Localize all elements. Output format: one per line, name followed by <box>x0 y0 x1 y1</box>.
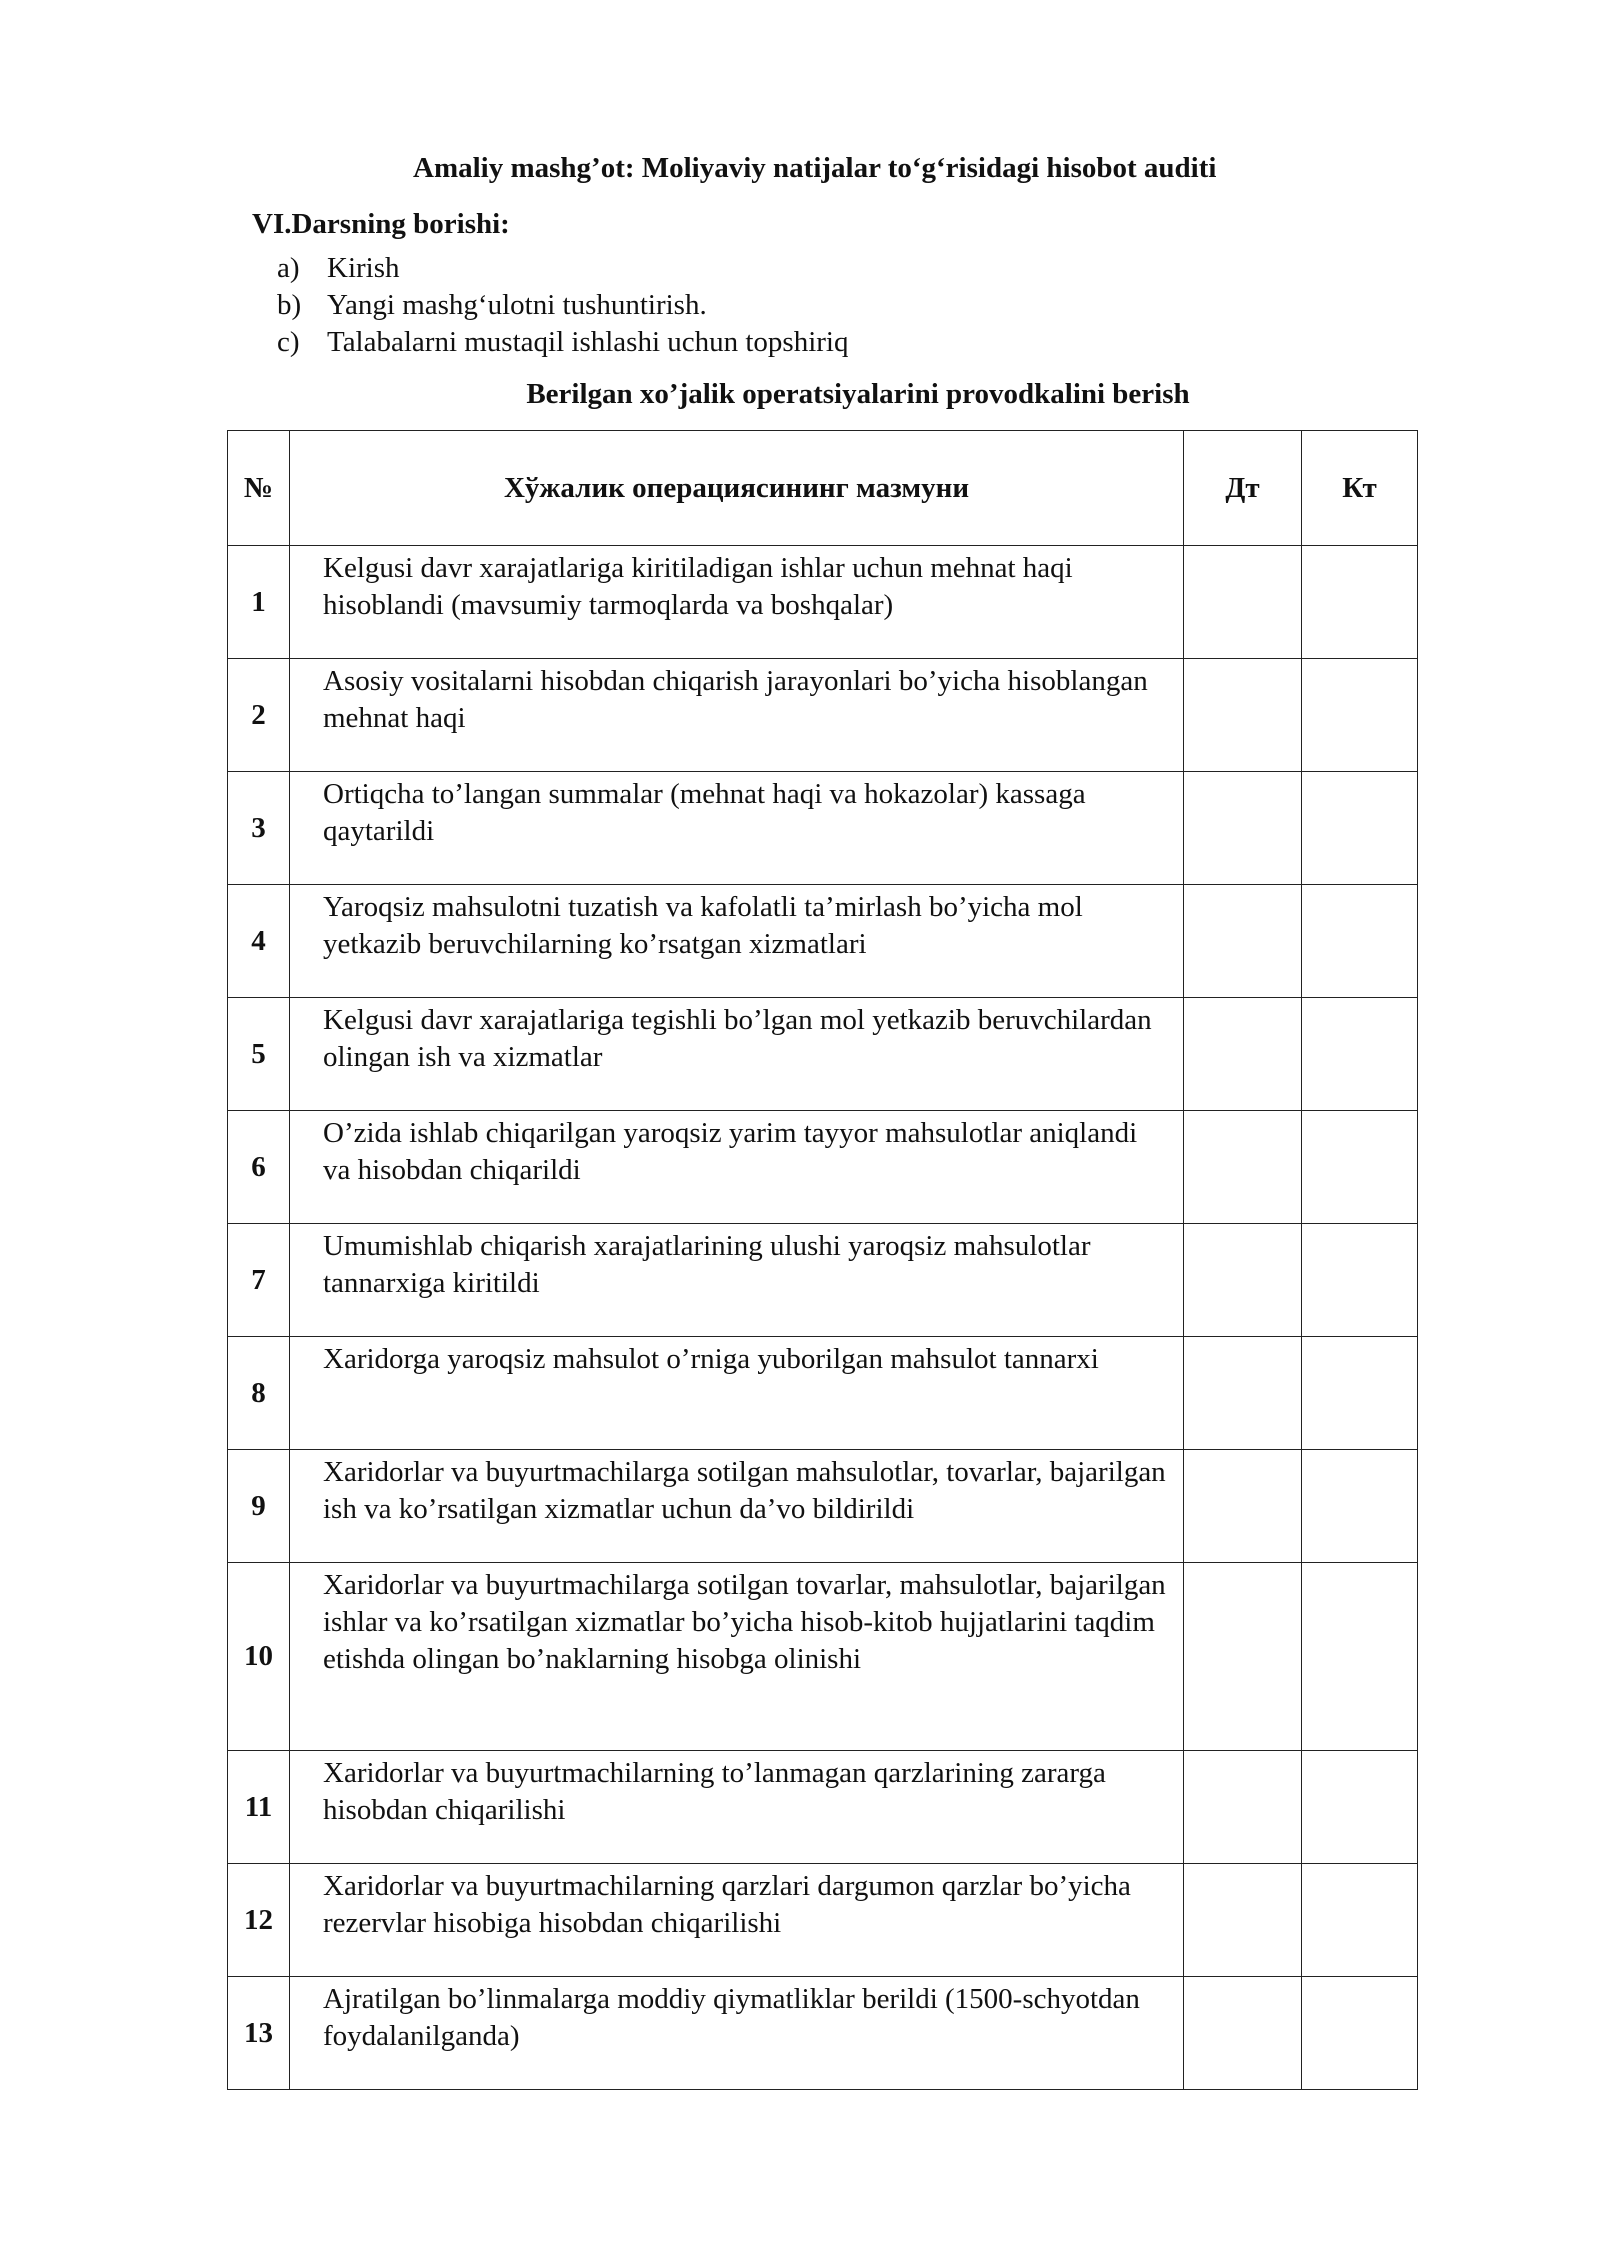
row-number: 3 <box>228 772 290 885</box>
row-description: Umumishlab chiqarish xarajatlarining ulushi yaroqsiz mahsulotlar tannarxiga kiritildi <box>290 1224 1184 1337</box>
debit-cell <box>1184 1111 1302 1224</box>
row-description: Xaridorlar va buyurtmachilarga sotilgan mahsulotlar, tovarlar, bajarilgan ish va ko’rsatilgan xizmatlar uchun da’vo bildirildi <box>290 1450 1184 1563</box>
list-marker: c) <box>277 326 300 358</box>
debit-cell <box>1184 659 1302 772</box>
debit-cell <box>1184 1450 1302 1563</box>
debit-cell <box>1184 998 1302 1111</box>
row-number: 8 <box>228 1337 290 1450</box>
credit-cell <box>1302 885 1418 998</box>
debit-cell <box>1184 1563 1302 1751</box>
table-title: Berilgan xo’jalik operatsiyalarini provodkalini berish <box>526 378 1190 410</box>
credit-cell <box>1302 546 1418 659</box>
table-row <box>228 1751 1418 1864</box>
debit-cell <box>1184 1224 1302 1337</box>
credit-cell <box>1302 1450 1418 1563</box>
table-row <box>228 1450 1418 1563</box>
row-number: 1 <box>228 546 290 659</box>
header-credit: Кт <box>1302 431 1418 546</box>
credit-cell <box>1302 998 1418 1111</box>
credit-cell <box>1302 1224 1418 1337</box>
operations-table <box>227 430 1418 2090</box>
row-number: 7 <box>228 1224 290 1337</box>
list-item <box>277 250 849 287</box>
row-description: Yaroqsiz mahsulotni tuzatish va kafolatli ta’mirlash bo’yicha mol yetkazib beruvchilarning ko’rsatgan xizmatlari <box>290 885 1184 998</box>
table-row <box>228 1977 1418 2090</box>
row-number: 13 <box>228 1977 290 2090</box>
row-number: 12 <box>228 1864 290 1977</box>
list-item <box>277 324 849 361</box>
header-number: № <box>228 431 290 546</box>
credit-cell <box>1302 659 1418 772</box>
debit-cell <box>1184 772 1302 885</box>
debit-cell <box>1184 1751 1302 1864</box>
row-description: Xaridorlar va buyurtmachilarga sotilgan tovarlar, mahsulotlar, bajarilgan ishlar va ko’rsatilgan xizmatlar bo’yicha hisob-kitob hujjatlarini taqdim etishda olingan bo’naklarning hisobga olinishi <box>290 1563 1184 1751</box>
row-number: 4 <box>228 885 290 998</box>
table-header-row <box>228 431 1418 546</box>
list-marker: b) <box>277 289 302 321</box>
row-description: O’zida ishlab chiqarilgan yaroqsiz yarim tayyor mahsulotlar aniqlandi va hisobdan chiqarildi <box>290 1111 1184 1224</box>
section-heading: VI.Darsning borishi: <box>252 208 510 240</box>
row-number: 2 <box>228 659 290 772</box>
table-row <box>228 1111 1418 1224</box>
row-number: 6 <box>228 1111 290 1224</box>
row-description: Asosiy vositalarni hisobdan chiqarish jarayonlari bo’yicha hisoblangan mehnat haqi <box>290 659 1184 772</box>
row-number: 5 <box>228 998 290 1111</box>
credit-cell <box>1302 1977 1418 2090</box>
row-description: Xaridorga yaroqsiz mahsulot o’rniga yuborilgan mahsulot tannarxi <box>290 1337 1184 1450</box>
credit-cell <box>1302 1563 1418 1751</box>
page-title: Amaliy mashg’ot: Moliyaviy natijalar to‘g‘risidagi hisobot auditi <box>413 152 1217 184</box>
table-row <box>228 1864 1418 1977</box>
debit-cell <box>1184 546 1302 659</box>
list-item-text: Yangi mashg‘ulotni tushuntirish. <box>327 289 707 321</box>
list-item-text: Kirish <box>327 252 400 284</box>
credit-cell <box>1302 772 1418 885</box>
header-operation-content: Хўжалик операциясининг мазмуни <box>290 431 1184 546</box>
debit-cell <box>1184 1864 1302 1977</box>
debit-cell <box>1184 885 1302 998</box>
table-row <box>228 1224 1418 1337</box>
row-description: Ortiqcha to’langan summalar (mehnat haqi va hokazolar) kassaga qaytarildi <box>290 772 1184 885</box>
table-row <box>228 659 1418 772</box>
row-description: Xaridorlar va buyurtmachilarning to’lanmagan qarzlarining zararga hisobdan chiqarilishi <box>290 1751 1184 1864</box>
row-description: Kelgusi davr xarajatlariga kiritiladigan ishlar uchun mehnat haqi hisoblandi (mavsumiy tarmoqlarda va boshqalar) <box>290 546 1184 659</box>
list-item <box>277 287 849 324</box>
table-row <box>228 998 1418 1111</box>
debit-cell <box>1184 1337 1302 1450</box>
credit-cell <box>1302 1864 1418 1977</box>
row-number: 10 <box>228 1563 290 1751</box>
credit-cell <box>1302 1337 1418 1450</box>
list-item-text: Talabalarni mustaqil ishlashi uchun topshiriq <box>327 326 849 358</box>
table-row <box>228 1563 1418 1751</box>
row-number: 11 <box>228 1751 290 1864</box>
row-number: 9 <box>228 1450 290 1563</box>
lesson-steps-list <box>277 250 849 361</box>
table-row <box>228 772 1418 885</box>
debit-cell <box>1184 1977 1302 2090</box>
table-row <box>228 885 1418 998</box>
header-debit: Дт <box>1184 431 1302 546</box>
credit-cell <box>1302 1111 1418 1224</box>
row-description: Ajratilgan bo’linmalarga moddiy qiymatliklar berildi (1500-schyotdan foydalanilganda) <box>290 1977 1184 2090</box>
credit-cell <box>1302 1751 1418 1864</box>
list-marker: a) <box>277 252 300 284</box>
row-description: Xaridorlar va buyurtmachilarning qarzlari dargumon qarzlar bo’yicha rezervlar hisobiga hisobdan chiqarilishi <box>290 1864 1184 1977</box>
table-row <box>228 1337 1418 1450</box>
table-row <box>228 546 1418 659</box>
row-description: Kelgusi davr xarajatlariga tegishli bo’lgan mol yetkazib beruvchilardan olingan ish va xizmatlar <box>290 998 1184 1111</box>
